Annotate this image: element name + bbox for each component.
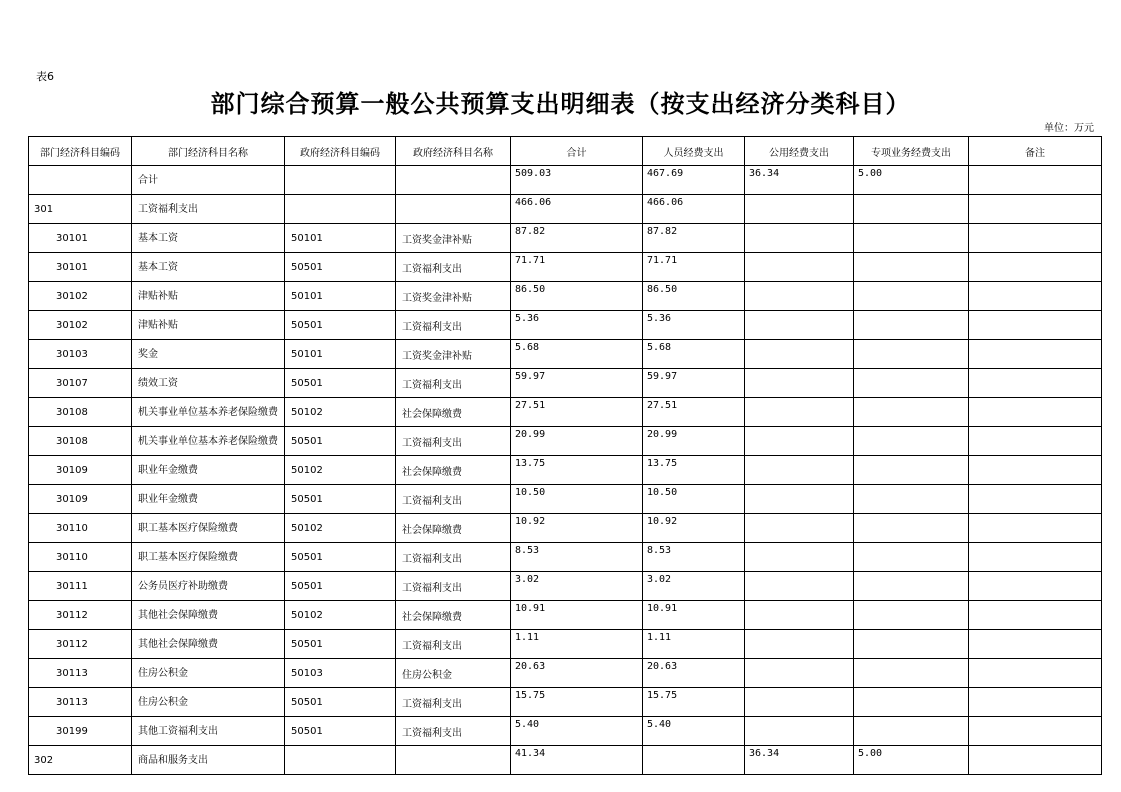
gov-code-cell: 50102	[285, 398, 396, 427]
budget-table	[28, 136, 1102, 775]
special-cell	[854, 398, 969, 427]
special-cell	[854, 224, 969, 253]
total-cell: 86.50	[511, 282, 643, 311]
note-cell	[969, 746, 1102, 775]
note-cell	[969, 717, 1102, 746]
table-row	[29, 601, 1102, 630]
special-cell	[854, 427, 969, 456]
table-row	[29, 688, 1102, 717]
note-cell	[969, 514, 1102, 543]
personnel-cell: 20.63	[643, 659, 745, 688]
total-cell: 1.11	[511, 630, 643, 659]
dept-name-cell: 职业年金缴费	[132, 456, 285, 485]
note-cell	[969, 224, 1102, 253]
note-cell	[969, 282, 1102, 311]
note-cell	[969, 456, 1102, 485]
header-gov-name: 政府经济科目名称	[396, 137, 511, 166]
note-cell	[969, 427, 1102, 456]
table-row	[29, 282, 1102, 311]
personnel-cell: 15.75	[643, 688, 745, 717]
dept-code-cell: 301	[29, 195, 132, 224]
dept-name-cell: 住房公积金	[132, 688, 285, 717]
gov-name-cell: 工资福利支出	[396, 543, 511, 572]
gov-code-cell: 50501	[285, 427, 396, 456]
gov-code-cell: 50101	[285, 340, 396, 369]
total-cell: 71.71	[511, 253, 643, 282]
special-cell	[854, 630, 969, 659]
special-cell	[854, 572, 969, 601]
public-cell	[745, 282, 854, 311]
dept-code-cell: 30110	[29, 543, 132, 572]
table-row	[29, 572, 1102, 601]
header-gov-code: 政府经济科目编码	[285, 137, 396, 166]
gov-name-cell	[396, 166, 511, 195]
table-row	[29, 717, 1102, 746]
gov-code-cell: 50501	[285, 572, 396, 601]
dept-code-cell: 30113	[29, 688, 132, 717]
gov-name-cell: 工资福利支出	[396, 311, 511, 340]
note-cell	[969, 659, 1102, 688]
gov-name-cell	[396, 746, 511, 775]
header-public: 公用经费支出	[745, 137, 854, 166]
dept-name-cell: 住房公积金	[132, 659, 285, 688]
special-cell	[854, 340, 969, 369]
note-cell	[969, 166, 1102, 195]
gov-code-cell: 50501	[285, 630, 396, 659]
special-cell	[854, 282, 969, 311]
gov-code-cell	[285, 195, 396, 224]
gov-code-cell: 50103	[285, 659, 396, 688]
table-row	[29, 311, 1102, 340]
personnel-cell: 87.82	[643, 224, 745, 253]
gov-name-cell: 工资福利支出	[396, 485, 511, 514]
dept-name-cell: 其他社会保障缴费	[132, 630, 285, 659]
personnel-cell: 71.71	[643, 253, 745, 282]
dept-name-cell: 机关事业单位基本养老保险缴费	[132, 398, 285, 427]
total-cell: 3.02	[511, 572, 643, 601]
header-total: 合计	[511, 137, 643, 166]
total-cell: 10.50	[511, 485, 643, 514]
table-row	[29, 456, 1102, 485]
public-cell	[745, 224, 854, 253]
dept-name-cell: 机关事业单位基本养老保险缴费	[132, 427, 285, 456]
public-cell	[745, 688, 854, 717]
dept-name-cell: 合计	[132, 166, 285, 195]
public-cell	[745, 456, 854, 485]
personnel-cell: 13.75	[643, 456, 745, 485]
special-cell: 5.00	[854, 746, 969, 775]
table-row	[29, 514, 1102, 543]
special-cell	[854, 543, 969, 572]
total-cell: 20.63	[511, 659, 643, 688]
personnel-cell: 1.11	[643, 630, 745, 659]
public-cell	[745, 311, 854, 340]
special-cell	[854, 514, 969, 543]
dept-name-cell: 基本工资	[132, 253, 285, 282]
dept-code-cell: 30108	[29, 398, 132, 427]
gov-name-cell: 社会保障缴费	[396, 456, 511, 485]
header-personnel: 人员经费支出	[643, 137, 745, 166]
header-dept-name: 部门经济科目名称	[132, 137, 285, 166]
total-cell: 5.68	[511, 340, 643, 369]
gov-name-cell: 工资奖金津补贴	[396, 224, 511, 253]
gov-name-cell: 社会保障缴费	[396, 514, 511, 543]
special-cell	[854, 485, 969, 514]
gov-name-cell: 工资福利支出	[396, 572, 511, 601]
dept-code-cell	[29, 166, 132, 195]
public-cell	[745, 253, 854, 282]
dept-name-cell: 基本工资	[132, 224, 285, 253]
table-label: 表6	[36, 70, 54, 83]
special-cell	[854, 601, 969, 630]
total-cell: 10.91	[511, 601, 643, 630]
dept-code-cell: 30101	[29, 224, 132, 253]
personnel-cell: 5.68	[643, 340, 745, 369]
total-cell: 15.75	[511, 688, 643, 717]
gov-name-cell	[396, 195, 511, 224]
personnel-cell: 5.36	[643, 311, 745, 340]
total-cell: 20.99	[511, 427, 643, 456]
table-row	[29, 369, 1102, 398]
page-title: 部门综合预算一般公共预算支出明细表（按支出经济分类科目）	[210, 89, 911, 118]
gov-code-cell: 50501	[285, 311, 396, 340]
public-cell: 36.34	[745, 166, 854, 195]
dept-code-cell: 30110	[29, 514, 132, 543]
note-cell	[969, 340, 1102, 369]
personnel-cell: 466.06	[643, 195, 745, 224]
gov-code-cell: 50501	[285, 485, 396, 514]
public-cell	[745, 485, 854, 514]
personnel-cell: 20.99	[643, 427, 745, 456]
personnel-cell: 10.92	[643, 514, 745, 543]
personnel-cell: 467.69	[643, 166, 745, 195]
dept-code-cell: 30108	[29, 427, 132, 456]
table-row	[29, 543, 1102, 572]
gov-name-cell: 工资福利支出	[396, 717, 511, 746]
special-cell	[854, 311, 969, 340]
note-cell	[969, 398, 1102, 427]
header-note: 备注	[969, 137, 1102, 166]
special-cell	[854, 195, 969, 224]
gov-name-cell: 住房公积金	[396, 659, 511, 688]
dept-code-cell: 30102	[29, 282, 132, 311]
gov-name-cell: 社会保障缴费	[396, 398, 511, 427]
note-cell	[969, 572, 1102, 601]
gov-code-cell: 50501	[285, 369, 396, 398]
dept-name-cell: 津贴补贴	[132, 282, 285, 311]
total-cell: 509.03	[511, 166, 643, 195]
gov-code-cell: 50102	[285, 601, 396, 630]
dept-code-cell: 30109	[29, 456, 132, 485]
public-cell	[745, 659, 854, 688]
total-cell: 8.53	[511, 543, 643, 572]
note-cell	[969, 601, 1102, 630]
dept-code-cell: 30112	[29, 601, 132, 630]
dept-name-cell: 津贴补贴	[132, 311, 285, 340]
table-row	[29, 659, 1102, 688]
personnel-cell: 59.97	[643, 369, 745, 398]
table-row	[29, 253, 1102, 282]
personnel-cell: 3.02	[643, 572, 745, 601]
gov-name-cell: 工资奖金津补贴	[396, 340, 511, 369]
dept-code-cell: 30101	[29, 253, 132, 282]
public-cell	[745, 514, 854, 543]
table-row	[29, 224, 1102, 253]
dept-name-cell: 职工基本医疗保险缴费	[132, 514, 285, 543]
special-cell	[854, 717, 969, 746]
dept-name-cell: 其他社会保障缴费	[132, 601, 285, 630]
personnel-cell: 86.50	[643, 282, 745, 311]
total-cell: 41.34	[511, 746, 643, 775]
public-cell	[745, 398, 854, 427]
gov-name-cell: 工资福利支出	[396, 369, 511, 398]
dept-code-cell: 30109	[29, 485, 132, 514]
table-row	[29, 195, 1102, 224]
table-row	[29, 746, 1102, 775]
table-body	[29, 166, 1102, 775]
unit-label: 单位：万元	[1044, 123, 1094, 134]
total-cell: 87.82	[511, 224, 643, 253]
gov-code-cell: 50501	[285, 688, 396, 717]
special-cell	[854, 659, 969, 688]
public-cell	[745, 340, 854, 369]
special-cell: 5.00	[854, 166, 969, 195]
gov-name-cell: 社会保障缴费	[396, 601, 511, 630]
personnel-cell: 10.91	[643, 601, 745, 630]
gov-name-cell: 工资奖金津补贴	[396, 282, 511, 311]
gov-code-cell: 50102	[285, 456, 396, 485]
total-cell: 27.51	[511, 398, 643, 427]
gov-code-cell: 50101	[285, 282, 396, 311]
note-cell	[969, 195, 1102, 224]
public-cell	[745, 630, 854, 659]
special-cell	[854, 688, 969, 717]
note-cell	[969, 311, 1102, 340]
gov-name-cell: 工资福利支出	[396, 427, 511, 456]
total-cell: 13.75	[511, 456, 643, 485]
note-cell	[969, 543, 1102, 572]
dept-code-cell: 30199	[29, 717, 132, 746]
personnel-cell: 8.53	[643, 543, 745, 572]
gov-code-cell: 50501	[285, 543, 396, 572]
dept-name-cell: 工资福利支出	[132, 195, 285, 224]
total-cell: 59.97	[511, 369, 643, 398]
total-cell: 10.92	[511, 514, 643, 543]
special-cell	[854, 369, 969, 398]
public-cell: 36.34	[745, 746, 854, 775]
public-cell	[745, 601, 854, 630]
note-cell	[969, 688, 1102, 717]
gov-code-cell: 50101	[285, 224, 396, 253]
gov-name-cell: 工资福利支出	[396, 630, 511, 659]
gov-code-cell	[285, 166, 396, 195]
public-cell	[745, 195, 854, 224]
public-cell	[745, 572, 854, 601]
gov-code-cell: 50501	[285, 253, 396, 282]
dept-code-cell: 30102	[29, 311, 132, 340]
dept-code-cell: 30103	[29, 340, 132, 369]
public-cell	[745, 717, 854, 746]
dept-name-cell: 职业年金缴费	[132, 485, 285, 514]
total-cell: 466.06	[511, 195, 643, 224]
dept-name-cell: 职工基本医疗保险缴费	[132, 543, 285, 572]
note-cell	[969, 369, 1102, 398]
personnel-cell: 5.40	[643, 717, 745, 746]
total-cell: 5.40	[511, 717, 643, 746]
note-cell	[969, 253, 1102, 282]
total-cell: 5.36	[511, 311, 643, 340]
table-row	[29, 485, 1102, 514]
dept-name-cell: 公务员医疗补助缴费	[132, 572, 285, 601]
dept-code-cell: 30112	[29, 630, 132, 659]
dept-code-cell: 30113	[29, 659, 132, 688]
note-cell	[969, 630, 1102, 659]
header-row	[29, 137, 1102, 166]
dept-code-cell: 302	[29, 746, 132, 775]
header-dept-code: 部门经济科目编码	[29, 137, 132, 166]
dept-name-cell: 商品和服务支出	[132, 746, 285, 775]
personnel-cell	[643, 746, 745, 775]
note-cell	[969, 485, 1102, 514]
personnel-cell: 27.51	[643, 398, 745, 427]
public-cell	[745, 369, 854, 398]
personnel-cell: 10.50	[643, 485, 745, 514]
special-cell	[854, 253, 969, 282]
gov-code-cell: 50102	[285, 514, 396, 543]
table-row	[29, 427, 1102, 456]
header-special: 专项业务经费支出	[854, 137, 969, 166]
dept-name-cell: 其他工资福利支出	[132, 717, 285, 746]
dept-code-cell: 30111	[29, 572, 132, 601]
table-row	[29, 630, 1102, 659]
dept-name-cell: 奖金	[132, 340, 285, 369]
gov-code-cell	[285, 746, 396, 775]
special-cell	[854, 456, 969, 485]
dept-name-cell: 绩效工资	[132, 369, 285, 398]
gov-name-cell: 工资福利支出	[396, 253, 511, 282]
table-row	[29, 340, 1102, 369]
public-cell	[745, 543, 854, 572]
table-row	[29, 398, 1102, 427]
gov-name-cell: 工资福利支出	[396, 688, 511, 717]
dept-code-cell: 30107	[29, 369, 132, 398]
table-row	[29, 166, 1102, 195]
public-cell	[745, 427, 854, 456]
gov-code-cell: 50501	[285, 717, 396, 746]
